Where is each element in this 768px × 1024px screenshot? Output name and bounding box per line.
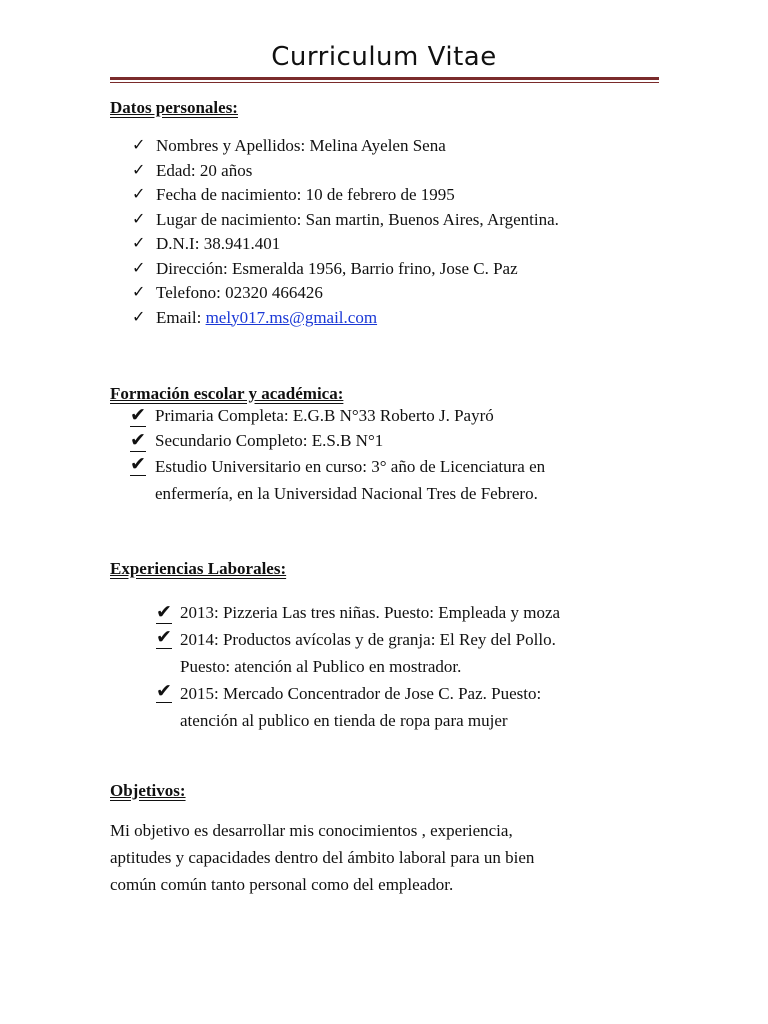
check-icon: ✓ xyxy=(132,308,146,326)
objectives-text: Mi objetivo es desarrollar mis conocimientos , experiencia, aptitudes y capacidades dentro del ámbito laboral para un bien común común tanto personal como del empleador. xyxy=(110,821,535,894)
list-item: ✓ Fecha de nacimiento: 10 de febrero de 1995 xyxy=(132,183,559,208)
section-heading-education: Formación escolar y académica: xyxy=(110,384,344,403)
check-icon: ✓ xyxy=(132,284,146,301)
list-item: ✔ 2013: Pizzeria Las tres niñas. Puesto: Empleada y moza xyxy=(156,601,561,623)
list-item: ✓ Telefono: 02320 466426 xyxy=(132,281,559,306)
check-icon: ✓ xyxy=(132,161,146,179)
list-item: ✔ Secundario Completo: E.S.B N°1 xyxy=(130,428,384,451)
list-item: ✔ 2014: Productos avícolas y de granja: El Rey del Pollo. Puesto: atención al Publico en mostrador. xyxy=(156,625,556,676)
list-item: ✔ Primaria Completa: E.G.B N°33 Roberto J. Payró xyxy=(130,404,494,426)
heavy-check-icon: ✔ xyxy=(130,453,146,475)
heavy-check-icon: ✔ xyxy=(156,625,172,648)
heavy-check-icon: ✔ xyxy=(156,601,172,623)
list-item: ✓ Lugar de nacimiento: San martin, Buenos Aires, Argentina. xyxy=(132,208,559,233)
education-list xyxy=(130,404,545,507)
section-heading-experience: Experiencias Laborales: xyxy=(110,559,287,578)
personal-data-list xyxy=(132,134,559,330)
email-label: Email: xyxy=(156,307,206,327)
list-item: ✔ 2015: Mercado Concentrador de Jose C. Paz. Puesto: atención al publico en tienda de ropa para mujer xyxy=(156,679,542,730)
heavy-check-icon: ✔ xyxy=(130,428,146,451)
heavy-check-icon: ✔ xyxy=(130,404,146,426)
list-item: ✓ Edad: 20 años xyxy=(132,159,559,184)
check-icon: ✓ xyxy=(132,235,146,252)
list-item: ✓ D.N.I: 38.941.401 xyxy=(132,232,559,257)
title-divider-thin xyxy=(110,82,659,83)
section-heading-personal: Datos personales: xyxy=(110,98,238,117)
email-link[interactable]: mely017.ms@gmail.com xyxy=(205,307,378,327)
check-icon: ✓ xyxy=(132,259,146,277)
title-divider xyxy=(110,77,659,80)
check-icon: ✓ xyxy=(132,210,146,228)
list-item: ✓ Dirección: Esmeralda 1956, Barrio frino, Jose C. Paz xyxy=(132,257,559,282)
check-icon: ✓ xyxy=(132,186,146,203)
check-icon: ✓ xyxy=(132,137,146,154)
experience-list xyxy=(156,601,560,734)
heavy-check-icon: ✔ xyxy=(156,679,172,702)
list-item: ✓ Nombres y Apellidos: Melina Ayelen Sena xyxy=(132,134,559,159)
section-heading-objectives: Objetivos: xyxy=(110,781,186,800)
page-title: Curriculum Vitae xyxy=(271,42,497,72)
list-item: ✔ Estudio Universitario en curso: 3° año de Licenciatura en enfermería, en la Universidad Nacional Tres de Febrero. xyxy=(130,453,546,503)
list-item-email xyxy=(132,306,559,331)
